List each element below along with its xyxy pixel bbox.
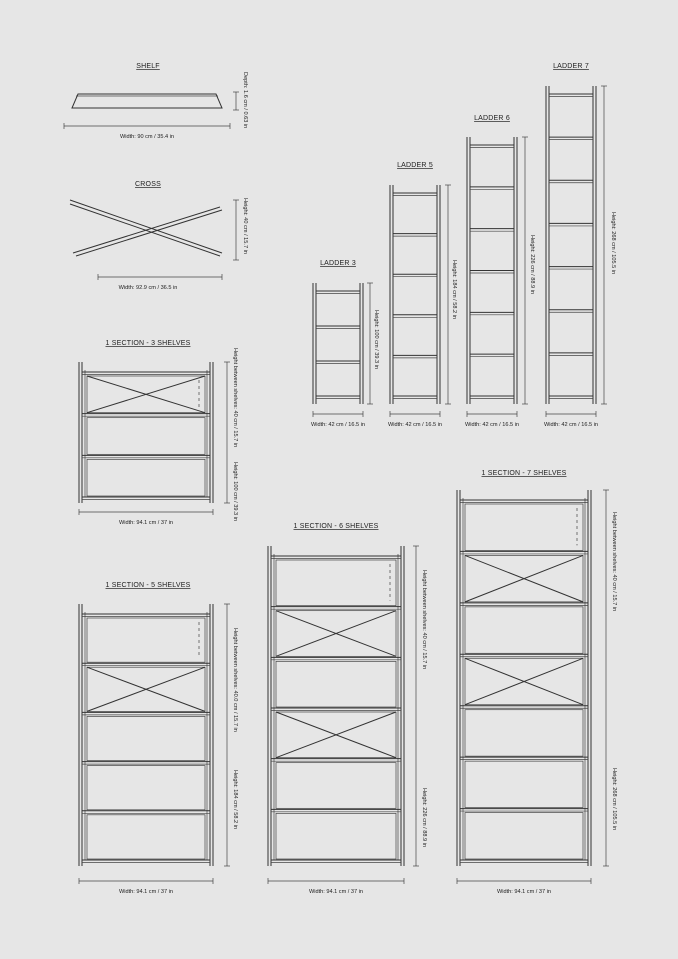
ladder5-drawing bbox=[388, 162, 457, 428]
section-frame bbox=[457, 490, 591, 866]
section-frame bbox=[79, 604, 213, 866]
cross-height-label: Height: 40 cm / 15.7 in bbox=[242, 198, 248, 254]
section3-drawing bbox=[79, 340, 238, 526]
ladder6-width-label: Width: 42 cm / 16.5 in bbox=[464, 422, 520, 428]
section6-title: 1 SECTION - 6 SHELVES bbox=[293, 523, 379, 530]
section7-height-label: Height: 268 cm / 105.5 in bbox=[611, 768, 617, 831]
shelf-width-label: Width: 90 cm / 35.4 in bbox=[119, 134, 175, 140]
ladder7-width-label: Width: 42 cm / 16.5 in bbox=[543, 422, 599, 428]
ladder3-title: LADDER 3 bbox=[320, 260, 356, 267]
ladder-frame bbox=[546, 86, 596, 404]
ladder5-width-label: Width: 42 cm / 16.5 in bbox=[387, 422, 443, 428]
section3-height-label: Height: 100 cm / 39.3 in bbox=[232, 462, 238, 522]
ladder3-drawing bbox=[311, 260, 379, 428]
ladder6-drawing bbox=[465, 115, 535, 428]
section5-width-label: Width: 94.1 cm / 37 in bbox=[118, 889, 174, 895]
shelf-drawing bbox=[64, 63, 248, 140]
ladder-frame bbox=[390, 185, 440, 404]
section6-height-label: Height: 226 cm / 88.9 in bbox=[421, 788, 427, 848]
cross-drawing bbox=[70, 181, 248, 291]
section6-between-label: Height between shelves: 40 cm / 15.7 in bbox=[421, 570, 427, 670]
section-frame bbox=[79, 362, 213, 503]
ladder7-drawing bbox=[544, 63, 616, 428]
cross-width-label: Width: 92.9 cm / 36.5 in bbox=[118, 285, 178, 291]
section7-width-label: Width: 94.1 cm / 37 in bbox=[496, 889, 552, 895]
ladder6-height-label: Height: 226 cm / 88.9 in bbox=[529, 235, 535, 295]
ladder-frame bbox=[467, 137, 517, 404]
ladder3-height-label: Height: 100 cm / 39.3 in bbox=[373, 310, 379, 370]
section6-width-label: Width: 94.1 cm / 37 in bbox=[308, 889, 364, 895]
ladder7-height-label: Height: 268 cm / 105.5 in bbox=[610, 212, 616, 275]
cross-title: CROSS bbox=[135, 181, 161, 188]
section7-title: 1 SECTION - 7 SHELVES bbox=[481, 470, 567, 477]
section7-drawing bbox=[457, 470, 617, 895]
section-frame bbox=[268, 546, 404, 866]
section3-width-label: Width: 94.1 cm / 37 in bbox=[118, 520, 174, 526]
section3-between-label: Height between shelves: 40 cm / 15.7 in bbox=[232, 348, 238, 448]
ladder7-title: LADDER 7 bbox=[553, 63, 589, 70]
ladder-frame bbox=[313, 283, 363, 404]
ladder5-title: LADDER 5 bbox=[397, 162, 433, 169]
section5-drawing bbox=[79, 582, 238, 895]
section5-title: 1 SECTION - 5 SHELVES bbox=[105, 582, 191, 589]
section5-height-label: Height: 184 cm / 58.2 in bbox=[232, 770, 238, 830]
section6-drawing bbox=[268, 523, 427, 895]
shelf-depth-label: Depth: 1.6 cm / 0.63 in bbox=[242, 72, 248, 129]
section5-between-label: Height between shelves: 40.0 cm / 15.7 in bbox=[232, 628, 238, 732]
section3-title: 1 SECTION - 3 SHELVES bbox=[105, 340, 191, 347]
shelf-title: SHELF bbox=[136, 63, 160, 70]
section7-between-label: Height between shelves: 40 cm / 15.7 in bbox=[611, 512, 617, 612]
ladder3-width-label: Width: 42 cm / 16.5 in bbox=[310, 422, 366, 428]
ladder6-title: LADDER 6 bbox=[474, 115, 510, 122]
ladder5-height-label: Height: 184 cm / 58.2 in bbox=[451, 260, 457, 320]
